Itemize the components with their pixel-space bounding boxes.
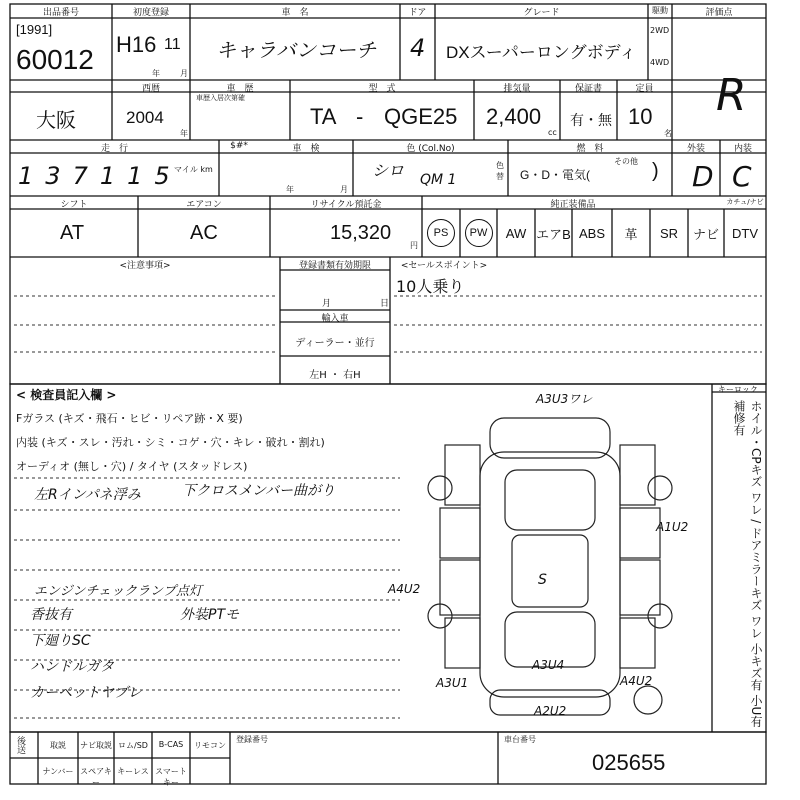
interior-grade: C bbox=[732, 160, 752, 193]
equipment-label: 純正装備品 bbox=[550, 200, 596, 210]
fuel-label: 燃 料 bbox=[576, 144, 604, 154]
inspection-label: 車 歴 bbox=[226, 84, 254, 94]
serial-number: 025655 bbox=[592, 750, 666, 775]
handle-side: 左H ・ 右H bbox=[309, 370, 361, 381]
interior-line: 内装 (キズ・スレ・汚れ・シミ・コゲ・穴・キレ・破れ・割れ) bbox=[16, 436, 325, 449]
bottom-item: ロム/SD bbox=[118, 741, 148, 750]
inspection-note: 車歴入居次第確 bbox=[196, 94, 245, 102]
diagram-mark: A2U2 bbox=[534, 704, 567, 718]
year-unit: 年 bbox=[152, 69, 160, 78]
bottom-item: スマートキー bbox=[155, 767, 187, 787]
drive-label: 駆動 bbox=[652, 6, 668, 15]
color-code: QM 1 bbox=[420, 172, 457, 188]
color-value: シロ bbox=[372, 161, 405, 180]
model-type-label: 型 式 bbox=[368, 84, 396, 94]
diagram-mark: A4U2 bbox=[620, 674, 653, 688]
side-note: ホイル・CPキズ ワレ / ドアミラーキズ ワレ 小キズ有 小U有 補修有 bbox=[732, 400, 763, 728]
car-name-label: 車 名 bbox=[281, 8, 309, 18]
handwritten-note: 左Rインパネ浮み bbox=[34, 487, 141, 503]
drive-2wd: 2WD bbox=[650, 26, 670, 35]
sales-point: 10人乗り bbox=[396, 277, 465, 296]
equip-ps: PS bbox=[422, 218, 460, 248]
drive-4wd: 4WD bbox=[650, 58, 670, 67]
equip-abs: ABS bbox=[578, 225, 605, 241]
person-unit: 名 bbox=[664, 129, 672, 138]
shaken-label: 車 検 bbox=[292, 144, 320, 154]
grade: DXスーパーロングボディ bbox=[446, 43, 637, 62]
serial-label: 車台番号 bbox=[504, 735, 536, 744]
grade-label: グレード bbox=[523, 8, 560, 18]
yen-unit: 円 bbox=[410, 241, 418, 250]
exterior-grade: D bbox=[692, 160, 714, 193]
aircon-value: AC bbox=[190, 222, 218, 244]
aircon-label: エアコン bbox=[186, 200, 222, 210]
diagram-mark: A4U2 bbox=[388, 582, 421, 596]
month: 11 bbox=[164, 36, 181, 53]
equip-pw: PW bbox=[460, 218, 497, 248]
capacity-label: 定員 bbox=[635, 84, 654, 94]
reg-month-unit: 月 bbox=[322, 299, 332, 309]
model-code: QGE25 bbox=[384, 104, 458, 129]
mileage-label: 走 行 bbox=[100, 144, 128, 154]
handwritten-note: 下廻りSC bbox=[30, 633, 91, 649]
equip-airbag: エアB bbox=[536, 226, 571, 242]
equip-dtv: DTV bbox=[732, 225, 758, 241]
back-label: 後送 bbox=[15, 736, 25, 754]
notes-label: <注意事項> bbox=[119, 261, 171, 271]
area: 大阪 bbox=[36, 110, 76, 132]
bottom-item: ナビ取説 bbox=[80, 741, 112, 750]
exterior-label: 外装 bbox=[686, 144, 705, 154]
model-year-label: 西暦 bbox=[141, 84, 160, 94]
month-unit: 月 bbox=[180, 69, 188, 78]
mileage-digit: 3 bbox=[45, 162, 61, 190]
lot-year: [1991] bbox=[16, 22, 53, 37]
regno-label: 登録番号 bbox=[236, 735, 268, 744]
score-value: R bbox=[716, 70, 747, 121]
shift-label: シフト bbox=[60, 200, 88, 210]
mileage-digit: 7 bbox=[72, 162, 88, 190]
keylock-label: キーロック bbox=[718, 385, 758, 394]
model-year-unit: 年 bbox=[180, 129, 188, 138]
displacement-label: 排気量 bbox=[503, 84, 531, 94]
equip-leather: 革 bbox=[624, 226, 638, 242]
mileage-digit: 5 bbox=[154, 162, 170, 190]
color-change-note: 色替 bbox=[496, 161, 504, 181]
color-label: 色 (Col.No) bbox=[406, 144, 455, 154]
fuel-other: その他 bbox=[614, 157, 638, 166]
handwritten-note: エンジンチェックランプ点灯 bbox=[34, 584, 202, 599]
inspector-label: < 検査員記入欄 > bbox=[16, 388, 117, 402]
bottom-item: 取説 bbox=[50, 741, 66, 750]
sales-point-label: <セールスポイント> bbox=[400, 261, 488, 271]
capacity-value: 10 bbox=[628, 104, 653, 129]
audio-tire-line: オーディオ (無し・穴) / タイヤ (スタッドレス) bbox=[16, 460, 248, 473]
handwritten-note: ハンドルガタ bbox=[30, 659, 114, 675]
score-label: 評価点 bbox=[705, 8, 733, 18]
mileage-digit: 1 bbox=[127, 162, 143, 190]
mileage-digit: 1 bbox=[18, 162, 34, 190]
equip-aw: AW bbox=[505, 225, 527, 241]
era: H16 bbox=[116, 32, 157, 57]
diagram-mark: A3U4 bbox=[532, 658, 565, 672]
model-prefix: TA bbox=[310, 104, 337, 129]
bottom-item: キーレス bbox=[117, 767, 149, 776]
interior-label: 内装 bbox=[733, 144, 752, 154]
recycle-fee: 15,320 bbox=[330, 222, 392, 244]
equip-navi: ナビ bbox=[692, 226, 719, 242]
windshield-line: Fガラス (キズ・飛石・ヒビ・リペア跡・X 要) bbox=[16, 412, 243, 425]
reg-day-unit: 日 bbox=[380, 299, 390, 309]
handwritten-note: 下クロスメンバー曲がり bbox=[182, 483, 336, 499]
shift-value: AT bbox=[60, 222, 85, 244]
door-count: 4 bbox=[410, 34, 426, 62]
import-dealer: ディーラー・並行 bbox=[295, 338, 375, 349]
equip-sunroof: SR bbox=[659, 225, 679, 241]
sum-label: $#* bbox=[230, 141, 248, 151]
mileage-unit: マイル km bbox=[174, 165, 213, 174]
reg-expiry-label: 登録書類有効期限 bbox=[298, 261, 371, 271]
cc-unit: cc bbox=[548, 128, 557, 137]
handwritten-note: カーペットヤブレ bbox=[30, 685, 142, 701]
bottom-item: ナンバー bbox=[42, 767, 74, 776]
recycle-label: リサイクル預託金 bbox=[310, 200, 382, 210]
mileage-digit: 1 bbox=[99, 162, 116, 190]
shaken-month-unit: 月 bbox=[340, 185, 348, 194]
bottom-item: スペアキー bbox=[80, 767, 112, 787]
diagram-mark: A3U1 bbox=[436, 676, 469, 690]
diagram-mark: A1U2 bbox=[656, 520, 689, 534]
bottom-item: B-CAS bbox=[158, 740, 184, 749]
handwritten-note: 外装PTモ bbox=[180, 607, 239, 623]
diagram-mark: A3U3ワレ bbox=[536, 392, 593, 406]
displacement: 2,400 bbox=[486, 104, 542, 129]
fuel-value: G・D・電気( bbox=[520, 168, 590, 182]
lot-number-label: 出品番号 bbox=[42, 8, 79, 18]
bottom-item: リモコン bbox=[194, 741, 226, 750]
fuel-close: ) bbox=[652, 160, 659, 182]
warranty-label: 保証書 bbox=[574, 84, 602, 94]
warranty-value: 有・無 bbox=[570, 112, 612, 128]
model-dash: - bbox=[356, 104, 364, 129]
diagram-mark: S bbox=[538, 572, 547, 588]
handwritten-note: 香抜有 bbox=[30, 607, 72, 623]
equipment-note: カチュ/ナビ bbox=[726, 198, 764, 206]
first-reg-label: 初度登録 bbox=[132, 8, 169, 18]
mileage-digits bbox=[18, 162, 170, 190]
lot-number: 60012 bbox=[16, 44, 94, 75]
model-year: 2004 bbox=[126, 108, 164, 127]
shaken-year-unit: 年 bbox=[286, 185, 294, 194]
import-label: 輸入車 bbox=[321, 314, 349, 324]
door-label: ドア bbox=[408, 8, 427, 18]
car-name: キャラバンコーチ bbox=[216, 38, 376, 62]
